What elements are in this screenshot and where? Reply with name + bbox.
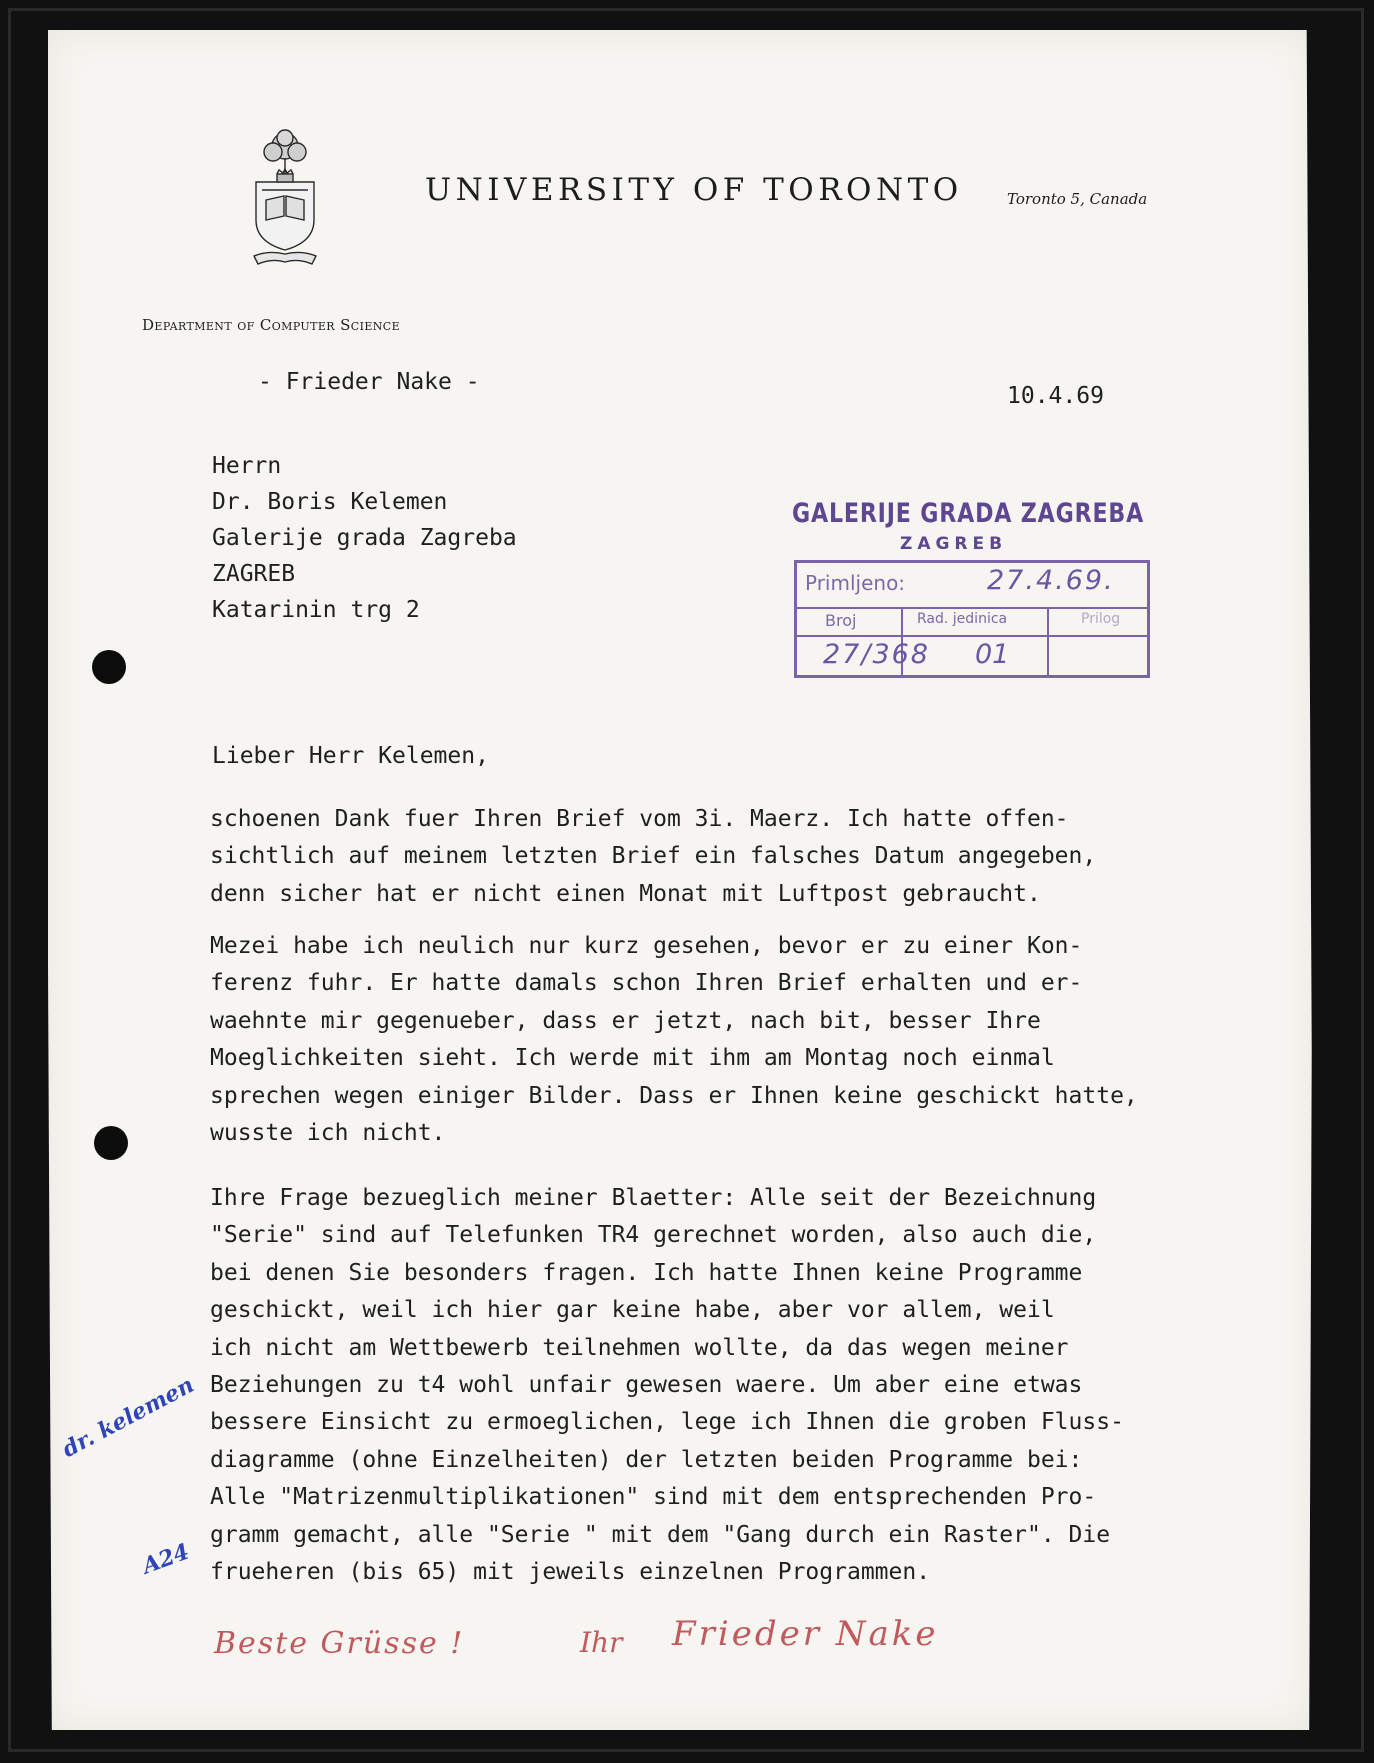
text-line: schoenen Dank fuer Ihren Brief vom 3i. Maerz. Ich hatte offen- (210, 806, 1069, 832)
text-line: Beziehungen zu t4 wohl unfair gewesen waere. Um aber eine etwas (210, 1371, 1083, 1398)
stamp-box (794, 560, 1150, 678)
address-line: Dr. Boris Kelemen (212, 489, 448, 515)
paragraph-1 (210, 801, 1096, 913)
address-line: Herrn (212, 453, 282, 479)
text-line: "Serie" sind auf Telefunken TR4 gerechnet worden, also auch die, (210, 1222, 1097, 1249)
text-line: Ihre Frage bezueglich meiner Blaetter: Alle seit der Bezeichnung (210, 1185, 1097, 1211)
stamp-city: ZAGREB (900, 534, 1008, 554)
department-name: Department of Computer Science (142, 316, 401, 334)
text-line: denn sicher hat er nicht einen Monat mit Luftpost gebraucht. (210, 880, 1041, 907)
text-line: sichtlich auf meinem letzten Brief ein falsches Datum angegeben, (210, 843, 1097, 870)
stamp-received-date: 27.4.69. (987, 565, 1115, 596)
punch-hole (92, 650, 126, 684)
text-line: bei denen Sie besonders fragen. Ich hatte Ihnen keine Programme (210, 1259, 1083, 1286)
stamp-col-number: Broj (825, 611, 857, 630)
paragraph-3 (210, 1180, 1124, 1591)
stamp-col-extra: Prilog (1081, 611, 1121, 627)
margin-note-number: A24 (138, 1538, 193, 1580)
punch-hole (94, 1126, 128, 1160)
text-line: frueheren (bis 65) mit jeweils einzelnen Programmen. (210, 1558, 931, 1585)
address-line: Katarinin trg 2 (212, 597, 420, 623)
signature: Frieder Nake (672, 1614, 939, 1654)
text-line: ferenz fuhr. Er hatte damals schon Ihren Brief erhalten und er- (210, 970, 1083, 997)
salutation: Lieber Herr Kelemen, (212, 743, 489, 769)
text-line: diagramme (ohne Einzelheiten) der letzten beiden Programme bei: (210, 1446, 1083, 1473)
stamp-col-unit: Rad. jedinica (917, 611, 1008, 627)
recipient-address (212, 448, 517, 628)
margin-note: dr. kelemen (58, 1371, 199, 1463)
stamp-divider (797, 635, 1147, 637)
address-line: Galerije grada Zagreba (212, 525, 517, 551)
sender-name: - Frieder Nake - (258, 369, 480, 395)
text-line: ich nicht am Wettbewerb teilnehmen wollte, da das wegen meiner (210, 1334, 1069, 1361)
stamp-divider (797, 607, 1147, 609)
university-location: Toronto 5, Canada (1007, 190, 1148, 208)
university-crest-icon (248, 124, 322, 272)
stamp-gallery-name: GALERIJE GRADA ZAGREBA (792, 498, 1145, 529)
text-line: Moeglichkeiten sieht. Ich werde mit ihm am Montag noch einmal (210, 1045, 1055, 1072)
text-line: gramm gemacht, alle "Serie " mit dem "Gang durch ein Raster". Die (210, 1521, 1111, 1548)
paragraph-2 (210, 928, 1138, 1152)
university-name: UNIVERSITY OF TORONTO (425, 172, 963, 208)
text-line: bessere Einsicht zu ermoeglichen, lege ich Ihnen die groben Fluss- (210, 1409, 1124, 1436)
stamp-divider (1047, 607, 1049, 675)
receipt-stamp (780, 488, 1170, 688)
letter-date: 10.4.69 (1007, 383, 1104, 409)
text-line: waehnte mir gegenueber, dass er jetzt, nach bit, besser Ihre (210, 1007, 1041, 1034)
text-line: sprechen wegen einiger Bilder. Dass er Ihnen keine geschickt hatte, (210, 1082, 1138, 1109)
text-line: wusste ich nicht. (210, 1119, 446, 1146)
stamp-unit-value: 01 (975, 639, 1010, 670)
text-line: geschickt, weil ich hier gar keine habe, aber vor allem, weil (210, 1297, 1055, 1324)
text-line: Alle "Matrizenmultiplikationen" sind mit dem entsprechenden Pro- (210, 1484, 1097, 1511)
stamp-file-number: 27/368 (823, 639, 930, 670)
address-line: ZAGREB (212, 561, 296, 587)
signature-pronoun: Ihr (580, 1626, 623, 1659)
stamp-received-label: Primljeno: (805, 571, 906, 595)
closing-greeting: Beste Grüsse ! (214, 1626, 465, 1661)
text-line: Mezei habe ich neulich nur kurz gesehen, bevor er zu einer Kon- (210, 933, 1083, 959)
